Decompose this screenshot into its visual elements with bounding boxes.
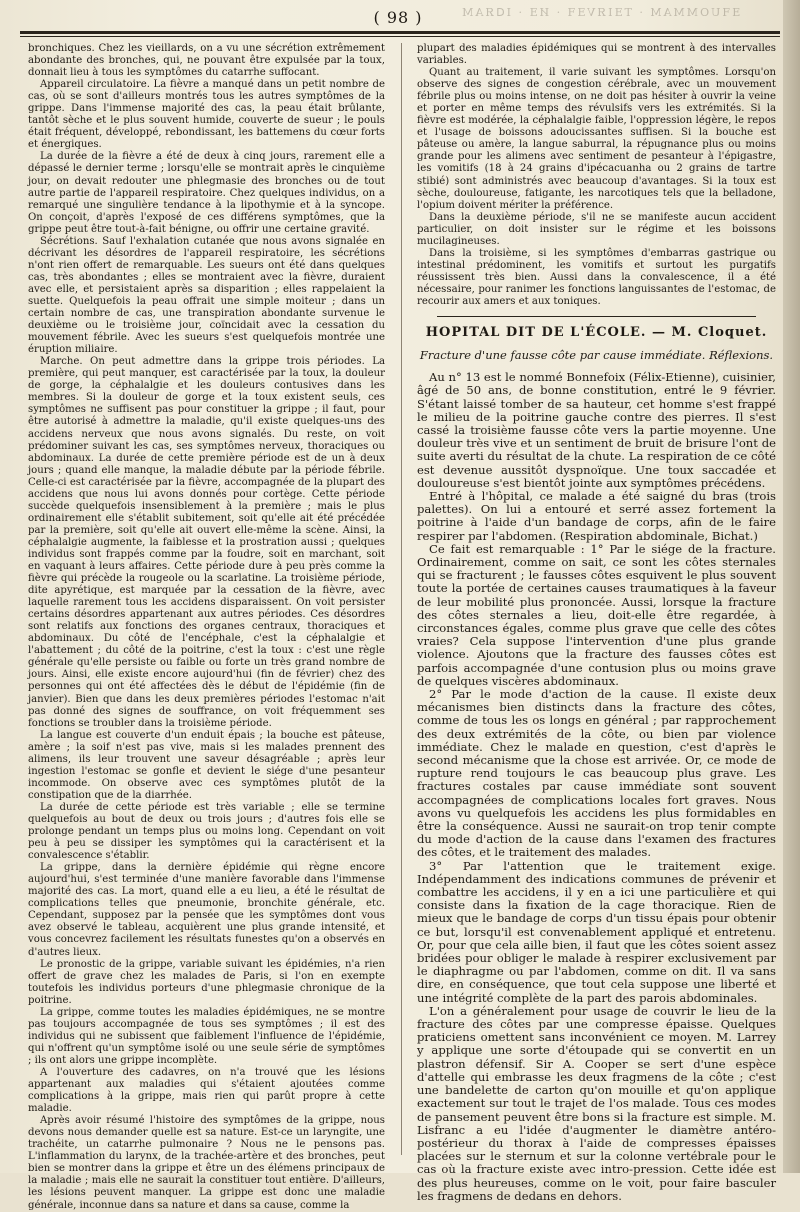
section-subheading: Fracture d'une fausse côte par cause immédiate. Réflexions. — [419, 348, 774, 363]
paragraph: La durée de cette période est très variable ; elle se termine quelquefois au bout de deux ou trois jours ; d'autres fois elle se prolonge pendant un temps plus ou moins long. Cependant on voit peu à peu se dissiper les symptômes qui la caractérisent et la convalescence s'établir. — [28, 801, 385, 862]
bleed-through-text: ƎꟻUOMMAM · TƎIЯVƎꟻ · ИƎ · IᗡЯAM — [460, 6, 740, 19]
paragraph: Ce fait est remarquable : 1° Par le siége de la fracture. Ordinairement, comme on sait, ce sont les côtes sternales qui se fracturent ; le fausses côtes esquivent le plus souvent toute la portée de certaines causes traumatiques à la faveur de leur mobilité plus prononcée. Aussi, lorsque la fracture des côtes sternales a lieu, doit-elle être regardée, à circonstances égales, comme plus grave que celle des côtes vraies? Cela suppose l'intervention d'une plus grande violence. Ajoutons que la fracture des fausses côtes est parfois accompagnée d'une contusion plus ou moins grave de quelques viscères abdominaux. — [417, 541, 776, 688]
paragraph: Sécrétions. Sauf l'exhalation cutanée que nous avons signalée en décrivant les désordres de l'appareil respiratoire, les sécrétions n'ont rien offert de remarquable. Les sueurs ont été dans quelques cas, très abondantes ; elles se montraient avec la fièvre, duraient avec elle, et persistaient après sa disparition ; elles rappelaient la suette. Quelquefois la peau offrait une simple moiteur ; dans un certain nombre de cas, une transpiration abondante survenue le deuxième ou le troisième jour, coïncidait avec la cessation du mouvement fébrile. Avec les sueurs s'est quelquefois montrée une éruption miliaire. — [28, 235, 385, 356]
paragraph: Le pronostic de la grippe, variable suivant les épidémies, n'a rien offert de grave chez les malades de Paris, si l'on en exempte toutefois les individus porteurs d'une phlegmasie chronique de la poitrine. — [28, 958, 385, 1006]
section-rule — [437, 316, 756, 317]
paragraph: L'on a généralement pour usage de couvrir le lieu de la fracture des côtes par une compresse épaisse. Quelques praticiens omettent sans inconvénient ce moyen. M. Larrey y applique une sorte d'étoupade qui se convertit en un plastron défensif. Sir A. Cooper se sert d'une espèce d'attelle qui embrasse les deux fragmens de la côte ; c'est une bandelette de carton qu'on mouille et qu'on applique exactement sur tout le trajet de l'os malade. Tous ces modes de pansement peuvent être bons si la fracture est simple. M. Lisfranc a eu l'idée d'augmenter le diamètre antéro-postérieur du thorax à l'aide de compresses épaisses placées sur le sternum et sur la colonne vertébrale pour le cas où la fracture existe avec intro-pression. Cette idée est des plus heureuses, comme on le voit, pour faire basculer les fragmens de dedans en dehors. — [417, 1003, 776, 1203]
paragraph: 3° Par l'attention que le traitement exige. Indépendamment des indications communes de prévenir et combattre les accidens, il y en a ici une particulière et qui consiste dans la fixation de la cage thoracique. Rien de mieux que le bandage de corps d'un tissu épais pour obtenir ce but, lorsqu'il est convenablement appliqué et entretenu. Or, pour que cela aille bien, il faut que les côtes soient assez bridées pour obliger le malade à respirer exclusivement par le diaphragme ou par l'abdomen, comme on dit. Il va sans dire, en conséquence, que tout cela suppose une liberté et une intégrité complète de la part des parois abdominales. — [417, 858, 776, 1005]
paragraph: La durée de la fièvre a été de deux à cinq jours, rarement elle a dépassé le dernier terme ; lorsqu'elle se montrait après le cinquième jour, on devait redouter une phlegmasie des bronches ou de tout autre partie de l'appareil respiratoire. Chez quelques individus, on a remarqué une singulière tendance à la lipothymie et à la syncope. On conçoit, d'après l'exposé de ces différens symptômes, que la grippe peut être tout-à-fait bénigne, ou offrir une certaine gravité. — [28, 151, 385, 235]
paragraph: plupart des maladies épidémiques qui se montrent à des intervalles variables. — [417, 43, 776, 67]
paragraph: La grippe, comme toutes les maladies épidémiques, ne se montre pas toujours accompagnée de tous ses symptômes ; il est des individus qui ne subissent que faiblement l'influence de l'épidémie, qui n'offrent qu'un symptôme isolé ou une seule série de symptômes ; ils ont alors une grippe incomplète. — [28, 1006, 385, 1066]
binding-edge — [783, 0, 800, 1173]
paragraph: Appareil circulatoire. La fièvre a manqué dans un petit nombre de cas, où se sont d'ailleurs montrés tous les autres symptômes de la grippe. Dans l'immense majorité des cas, la peau était brûlante, tantôt sèche et le plus souvent humide, couverte de sueur ; le pouls était fréquent, développé, rebondissant, les battemens du cœur forts et énergiques. — [28, 79, 385, 151]
column-separator — [401, 43, 402, 1155]
right-column — [417, 43, 776, 1203]
paragraph: A l'ouverture des cadavres, on n'a trouvé que les lésions appartenant aux maladies qui s'étaient ajoutées comme complications à la grippe, mais rien qui parût propre à cette maladie. — [28, 1066, 385, 1115]
paragraph: Dans la troisième, si les symptômes d'embarras gastrique ou intestinal prédominent, les vomitifs et surtout les purgatifs réussissent très bien. Aussi dans la convalescence, il a été nécessaire, pour ranimer les fonctions languissantes de l'estomac, de recourir aux amers et aux toniques. — [417, 247, 776, 307]
paragraph: Marche. On peut admettre dans la grippe trois périodes. La première, qui peut manquer, est caractérisée par la toux, la douleur de gorge, la céphalalgie et les douleurs contusives dans les membres. Si la douleur de gorge et la toux existent seuls, ces symptômes ne suffisent pas pour constituer la grippe ; il faut, pour être autorisé à admettre la maladie, qu'il existe quelques-uns des accidens nerveux que nous avons signalés. Du reste, on voit prédominer suivant les cas, ses symptômes nerveux, thoraciques ou abdominaux. La durée de cette première période est de un à deux jours ; quand elle manque, la maladie débute par la période fébrile. Celle-ci est caractérisée par la fièvre, accompagnée de la plupart des accidens que nous lui avons donnés pour cortège. Cette période succède quelquefois insensiblement à la première ; mais le plus ordinairement elle s'établit subitement, soit qu'elle ait été précédée par la première, soit qu'elle ait ouvert elle-même la scène. Ainsi, la céphalalgie augmente, la faiblesse et la prostration aussi ; quelques individus sont frappés comme par la foudre, soit en marchant, soit en vaquant à leurs affaires. Cette période dure à peu près comme la fièvre qui précède la rougeole ou la scarlatine. La troisième période, dite apyrétique, est marquée par la cessation de la fièvre, avec laquelle rarement tous les accidens disparaissent. On voit persister certains désordres appartenant aux autres périodes. Ces désordres sont relatifs aux fonctions des organes centraux, thoraciques et abdominaux. Du côté de l'encéphale, c'est la céphalalgie et l'abattement ; du côté de la poitrine, c'est la toux : c'est une règle générale qu'elle persiste ou faible ou forte un très grand nombre de jours. Ainsi, elle existe encore aujourd'hui (fin de février) chez des personnes qui ont été affectées dès le début de l'épidémie (fin de janvier). Bien que dans les deux premières périodes l'estomac n'ait pas donné des signes de souffrance, on voit fréquemment ses fonctions se troubler dans la troisième période. — [28, 356, 385, 729]
section-heading: HOPITAL DIT DE L'ÉCOLE. — M. Cloquet. — [425, 325, 768, 341]
paragraph: Après avoir résumé l'histoire des symptômes de la grippe, nous devons nous demander quelle est sa nature. Est-ce un laryngite, une trachéite, un catarrhe pulmonaire ? Nous ne le pensons pas. L'inflammation du larynx, de la trachée-artère et des bronches, peut bien se montrer dans la grippe et être un des élémens principaux de la maladie ; mais elle ne saurait la constituer tout entière. D'ailleurs, les lésions peuvent manquer. La grippe est donc une maladie générale, inconnue dans sa nature et dans sa cause, comme la — [28, 1115, 385, 1211]
paragraph: Au n° 13 est le nommé Bonnefoix (Félix-Etienne), cuisinier, âgé de 50 ans, de bonne constitution, entré le 9 février. S'étant laissé tomber de sa hauteur, cet homme s'est frappé le milieu de la poitrine gauche contre des pierres. Il s'est cassé la troisième fausse côte vers la partie moyenne. Une douleur très vive et un sentiment de bruit de brisure l'ont de suite averti du résultat de la chute. La respiration de ce côté est devenue aussitôt dyspnoïque. Une toux saccadée et douloureuse s'est bientôt jointe aux symptômes précédens. — [417, 370, 776, 490]
paragraph: Dans la deuxième période, s'il ne se manifeste aucun accident particulier, on doit insister sur le régime et les boissons mucilagineuses. — [417, 211, 776, 247]
paragraph: bronchiques. Chez les vieillards, on a vu une sécrétion extrêmement abondante des bronches, qui, ne pouvant être expulsée par la toux, donnait lieu à tous les symptômes du catarrhe suffocant. — [28, 43, 385, 79]
paragraph: Entré à l'hôpital, ce malade a été saigné du bras (trois palettes). On lui a entouré et serré assez fortement la poitrine à l'aide d'un bandage de corps, afin de le faire respirer par l'abdomen. (Respiration abdominale, Bichat.) — [417, 488, 776, 543]
page-number: ( 98 ) — [373, 8, 423, 27]
header-rule-thin — [20, 36, 780, 37]
left-column — [28, 43, 385, 1211]
header-rule — [20, 31, 780, 34]
paragraph: Quant au traitement, il varie suivant les symptômes. Lorsqu'on observe des signes de congestion cérébrale, avec un mouvement fébrile plus ou moins intense, on ne doit pas hésiter à ouvrir la veine et porter en même temps des révulsifs vers les extrémités. Si la fièvre est modérée, la céphalalgie faible, l'oppression légère, le repos et l'usage de boissons adoucissantes suffisen. Si la bouche est pâteuse ou amère, la langue saburral, la répugnance plus ou moins grande pour les alimens avec sentiment de pesanteur à l'épigastre, les vomitifs (18 à 24 grains d'ipécacuanha ou 2 grains de tartre stibié) sont administrés avec beaucoup d'avantages. Si la toux est sèche, douloureuse, fatigante, les narcotiques tels que la belladone, l'opium doivent mériter la préférence. — [417, 67, 776, 211]
paragraph: La grippe, dans la dernière épidémie qui règne encore aujourd'hui, s'est terminée d'une manière favorable dans l'immense majorité des cas. La mort, quand elle a eu lieu, a été le résultat de complications telles que pneumonie, bronchite générale, etc. Cependant, supposez par la pensée que les symptômes dont vous avez observé le tableau, acquièrent une plus grande intensité, et vous concevrez facilement les résultats funestes qu'on a observés en d'autres lieux. — [28, 862, 385, 958]
paragraph: 2° Par le mode d'action de la cause. Il existe deux mécanismes bien distincts dans la fracture des côtes, comme de tous les os longs en général ; par rapprochement des deux extrémités de la côte, ou bien par violence immédiate. Chez le malade en question, c'est d'après le second mécanisme que la chose est arrivée. Or, ce mode de rupture rend toujours le cas beaucoup plus grave. Les fractures costales par cause immédiate sont souvent accompagnées de complications locales fort graves. Nous avons vu quelquefois les accidens les plus formidables en être la conséquence. Aussi ne saurait-on trop tenir compte du mode d'action de la cause dans l'examen des fractures des côtes, et le traitement des malades. — [417, 687, 776, 860]
paragraph: La langue est couverte d'un enduit épais ; la bouche est pâteuse, amère ; la soif n'est pas vive, mais si les malades prennent des alimens, ils leur trouvent une saveur désagréable ; après leur ingestion l'estomac se gonfle et devient le siége d'une pesanteur incommode. On observe avec ces symptômes plutôt de la constipation que de la diarrhée. — [28, 729, 385, 801]
